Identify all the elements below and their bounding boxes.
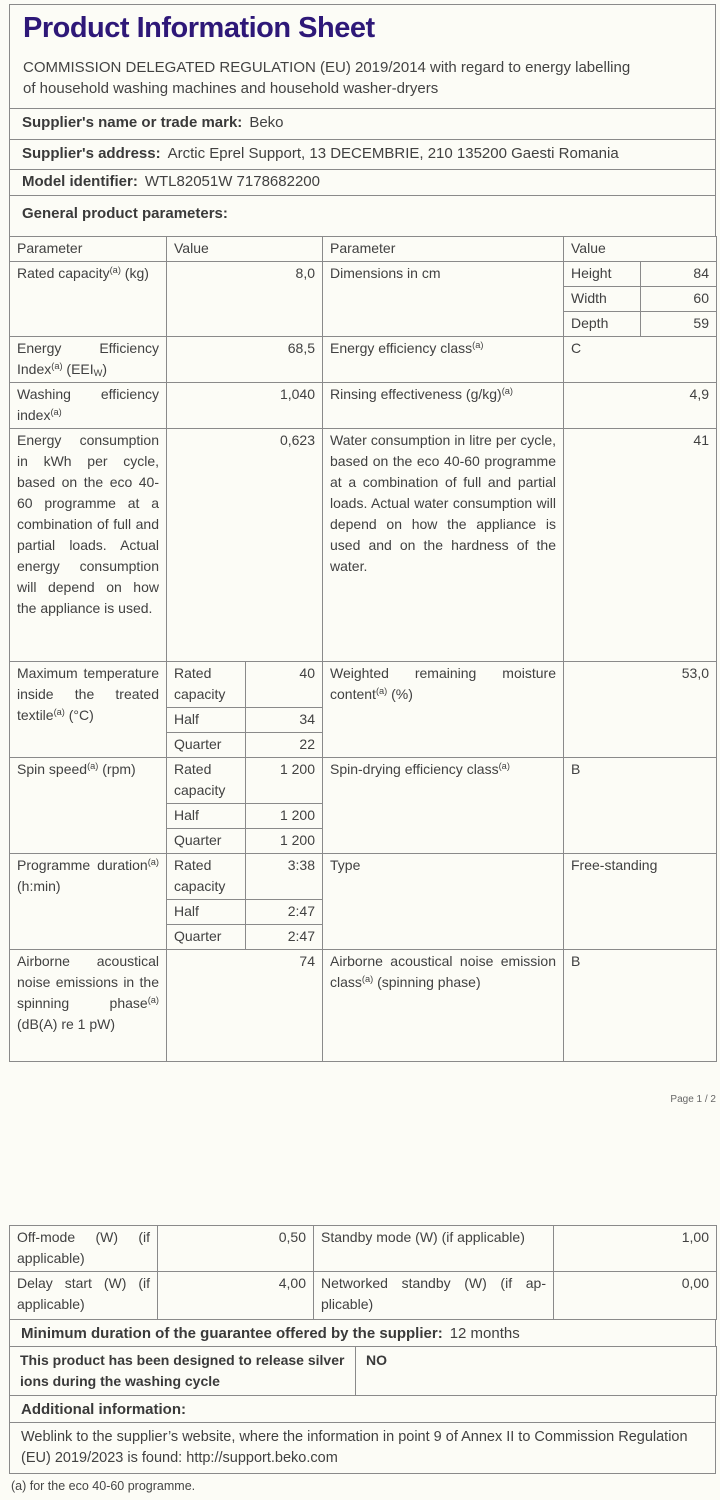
spin-speed-half-label: Half: [167, 804, 246, 829]
silver-ions-table: [9, 1346, 717, 1396]
spin-speed-half-value: 1 200: [246, 804, 323, 829]
table-row: [10, 758, 717, 804]
param-max-temperature: Maximum temperature inside the treated textile$^{(a)}$ (°C): [10, 662, 167, 758]
spin-speed-quarter-label: Quarter: [167, 829, 246, 854]
table-row: [10, 429, 717, 662]
table-row: [10, 383, 717, 429]
duration-quarter-value: 2:47: [246, 925, 323, 950]
param-standby-mode: Standby mode (W) (if applicable): [314, 1226, 554, 1272]
param-noise-emissions: Airborne acoustical noise emissions in the spinning phase$^{(a)}$ (dB(A) re 1 pW): [10, 950, 167, 1062]
param-energy-efficiency-index: Energy Efficiency Index$^{(a)}$ $(EEI_W)$: [10, 337, 167, 383]
spin-speed-rated-label: Rated capacity: [167, 758, 246, 804]
column-header-parameter-right: Parameter: [323, 237, 564, 262]
supplier-address-value: Arctic Eprel Support, 13 DECEMBRIE, 210 135200 Gaesti Romania: [167, 145, 619, 162]
param-noise-emission-class: Airborne acoustical noise emission class$^{(a)}$ (spinning phase): [323, 950, 564, 1062]
silver-ions-label: This product has been designed to release silver ions during the washing cycle: [10, 1347, 356, 1396]
guarantee-row: [9, 1319, 716, 1347]
duration-half-value: 2:47: [246, 900, 323, 925]
param-spin-speed: Spin speed$^{(a)}$ (rpm): [10, 758, 167, 854]
footnote-eco-programme: (a) for the eco 40-60 programme.: [11, 1479, 196, 1493]
value-off-mode: 0,50: [158, 1226, 314, 1272]
value-noise-emission-class: B: [564, 950, 717, 1062]
supplier-name-label: Supplier's name or trade mark:: [22, 114, 243, 131]
param-networked-standby: Networked standby (W) (if applicable): [314, 1272, 554, 1320]
duration-rated-value: 3:38: [246, 854, 323, 900]
supplier-weblink[interactable]: http://support.beko.com: [186, 1450, 338, 1467]
page-title: Product Information Sheet: [23, 12, 375, 44]
spin-speed-rated-value: 1 200: [246, 758, 323, 804]
supplier-name-value: Beko: [249, 114, 284, 131]
param-dimensions: Dimensions in cm: [323, 262, 564, 337]
guarantee-label: Minimum duration of the guarantee offered by the supplier:: [21, 1325, 443, 1342]
table-row: [10, 662, 717, 708]
column-header-value-left: Value: [167, 237, 323, 262]
model-identifier-row: [10, 169, 715, 195]
table-row: [10, 1347, 717, 1396]
supplier-name-row: [10, 108, 715, 139]
general-parameters-heading: General product parameters:: [22, 205, 228, 222]
title-section: [10, 5, 715, 108]
value-delay-start: 4,00: [158, 1272, 314, 1320]
dimension-width-label: Width: [564, 287, 641, 312]
value-type: Free-standing: [564, 854, 717, 950]
table-row: [10, 854, 717, 900]
table-header-row: [10, 237, 717, 262]
param-remaining-moisture: Weighted remaining moisture content$^{(a)}$ (%): [323, 662, 564, 758]
duration-half-label: Half: [167, 900, 246, 925]
param-off-mode: Off-mode (W) (if applicable): [10, 1226, 158, 1272]
table-row: [10, 262, 717, 287]
dimension-width-value: 60: [641, 287, 717, 312]
value-washing-efficiency-index: 1,040: [167, 383, 323, 429]
value-standby-mode: 1,00: [554, 1226, 717, 1272]
regulation-subtitle: COMMISSION DELEGATED REGULATION (EU) 2019/2014 with regard to energy labelling of household washing machines and household washer-dryers: [23, 58, 631, 97]
value-noise-emissions: 74: [167, 950, 323, 1062]
param-spin-drying-class: Spin-drying efficiency class$^{(a)}$: [323, 758, 564, 854]
param-rated-capacity: Rated capacity$^{(a)}$ (kg): [10, 262, 167, 337]
max-temp-quarter-label: Quarter: [167, 733, 246, 758]
value-networked-standby: 0,00: [554, 1272, 717, 1320]
duration-quarter-label: Quarter: [167, 925, 246, 950]
supplier-address-label: Supplier's address:: [22, 145, 161, 162]
max-temp-half-value: 34: [246, 708, 323, 733]
weblink-text: Weblink to the supplier’s website, where the information in point 9 of Annex II to Commission Regulation (EU) 2019/2023 is found:: [21, 1429, 688, 1467]
supplier-address-row: [10, 139, 715, 169]
column-header-parameter-left: Parameter: [10, 237, 167, 262]
table-row: [10, 1226, 717, 1272]
value-spin-drying-class: B: [564, 758, 717, 854]
param-programme-duration: Programme duration$^{(a)}$ (h:min): [10, 854, 167, 950]
model-identifier-value: WTL82051W 7178682200: [144, 173, 320, 190]
value-rated-capacity: 8,0: [167, 262, 323, 337]
table-row: [10, 337, 717, 383]
table-row: [10, 1272, 717, 1320]
param-energy-consumption: Energy consumption in kWh per cycle, based on the eco 40-60 programme at a combination of full and partial loads. Actual energy consumption will depend on how the appliance is used.: [10, 429, 167, 662]
additional-information-row: Additional information:: [9, 1395, 716, 1423]
value-energy-consumption: 0,623: [167, 429, 323, 662]
param-type: Type: [323, 854, 564, 950]
column-header-value-right: Value: [564, 237, 717, 262]
dimension-height-value: 84: [641, 262, 717, 287]
header-box: [9, 4, 716, 237]
page-indicator: Page 1 / 2: [670, 1094, 716, 1105]
dimension-depth-value: 59: [641, 312, 717, 337]
dimension-depth-label: Depth: [564, 312, 641, 337]
table-row: [10, 950, 717, 1062]
value-energy-efficiency-index: 68,5: [167, 337, 323, 383]
page-break-gap: [9, 1108, 716, 1225]
general-parameters-table: [9, 236, 717, 1062]
param-rinsing-effectiveness: Rinsing effectiveness $(g/kg)^{(a)}$: [323, 383, 564, 429]
param-washing-efficiency-index: Washing efficiency index$^{(a)}$: [10, 383, 167, 429]
value-energy-efficiency-class: C: [564, 337, 717, 383]
max-temp-rated-value: 40: [246, 662, 323, 708]
value-water-consumption: 41: [564, 429, 717, 662]
param-water-consumption: Water consumption in litre per cycle, based on the eco 40-60 programme at a combination of full and partial loads. Actual water consumption will depend on how the appliance is used and on the hardness of the water.: [323, 429, 564, 662]
max-temp-quarter-value: 22: [246, 733, 323, 758]
spin-speed-quarter-value: 1 200: [246, 829, 323, 854]
weblink-row: [9, 1422, 716, 1474]
guarantee-value: 12 months: [449, 1325, 520, 1342]
model-identifier-label: Model identifier:: [22, 173, 138, 190]
param-energy-efficiency-class: Energy efficiency class$^{(a)}$: [323, 337, 564, 383]
duration-rated-label: Rated capacity: [167, 854, 246, 900]
max-temp-rated-label: Rated capacity: [167, 662, 246, 708]
general-parameters-heading-row: [10, 195, 715, 236]
power-modes-table: [9, 1225, 717, 1320]
silver-ions-value: NO: [356, 1347, 717, 1396]
max-temp-half-label: Half: [167, 708, 246, 733]
param-delay-start: Delay start (W) (if applicable): [10, 1272, 158, 1320]
dimension-height-label: Height: [564, 262, 641, 287]
value-remaining-moisture: 53,0: [564, 662, 717, 758]
value-rinsing-effectiveness: 4,9: [564, 383, 717, 429]
